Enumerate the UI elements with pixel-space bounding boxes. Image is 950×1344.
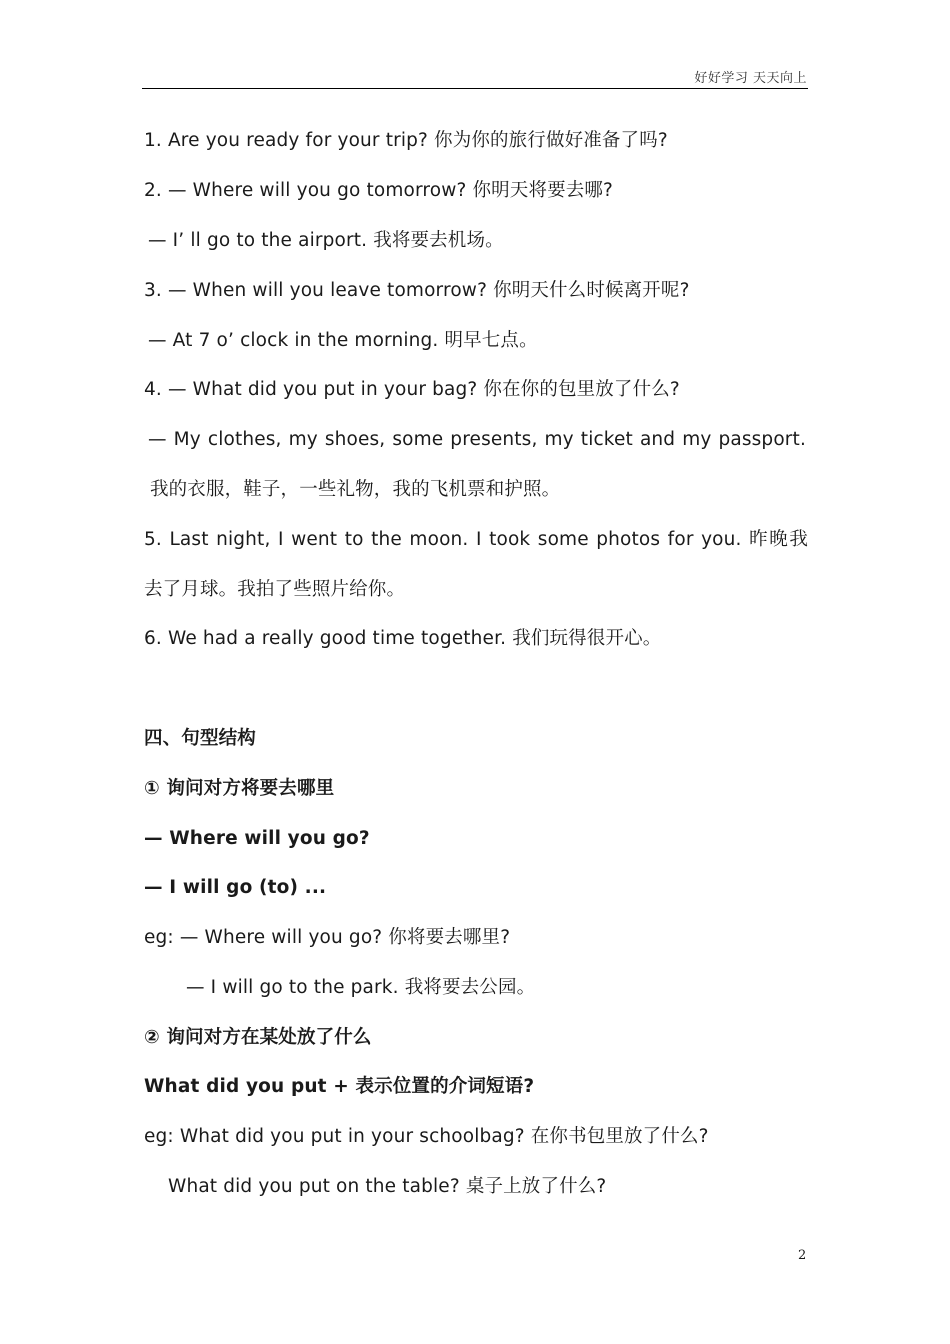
- sentence-5-continued: 去了月球。我拍了些照片给你。: [144, 579, 406, 600]
- sentence-5: 5. Last night, I went to the moon. I took some photos for you. 昨晚我: [144, 529, 808, 550]
- sentence-4-answer: — My clothes, my shoes, some presents, my ticket and my passport.: [148, 429, 806, 450]
- sentence-3-question: 3. — When will you leave tomorrow? 你明天什么时候离开呢?: [144, 280, 690, 301]
- pattern-2-heading: ② 询问对方在某处放了什么: [144, 1027, 372, 1048]
- page-header: 好好学习 天天向上: [694, 71, 807, 86]
- pattern-1-example-answer: — I will go to the park. 我将要去公园。: [186, 977, 536, 998]
- pattern-1-answer: — I will go (to) ...: [144, 877, 327, 898]
- pattern-2-example-2: What did you put on the table? 桌子上放了什么?: [168, 1176, 607, 1197]
- section-title: 四、句型结构: [144, 728, 256, 749]
- sentence-6: 6. We had a really good time together. 我们玩得很开心。: [144, 628, 662, 649]
- header-rule: [142, 88, 808, 89]
- sentence-2-answer: — I’ ll go to the airport. 我将要去机场。: [148, 230, 504, 251]
- pattern-1-example-question: eg: — Where will you go? 你将要去哪里?: [144, 927, 511, 948]
- sentence-1: 1. Are you ready for your trip? 你为你的旅行做好准备了吗?: [144, 130, 668, 151]
- sentence-3-answer: — At 7 o’ clock in the morning. 明早七点。: [148, 330, 538, 351]
- sentence-4-translation: 我的衣服，鞋子，一些礼物，我的飞机票和护照。: [150, 479, 561, 500]
- sentence-4-question: 4. — What did you put in your bag? 你在你的包里放了什么?: [144, 379, 680, 400]
- pattern-1-heading: ① 询问对方将要去哪里: [144, 778, 335, 799]
- pattern-1-question: — Where will you go?: [144, 828, 370, 849]
- pattern-2-example-1: eg: What did you put in your schoolbag? 在你书包里放了什么?: [144, 1126, 709, 1147]
- page-number: 2: [798, 1248, 807, 1263]
- sentence-2-question: 2. — Where will you go tomorrow? 你明天将要去哪?: [144, 180, 614, 201]
- pattern-2-structure: What did you put + 表示位置的介词短语?: [144, 1076, 535, 1097]
